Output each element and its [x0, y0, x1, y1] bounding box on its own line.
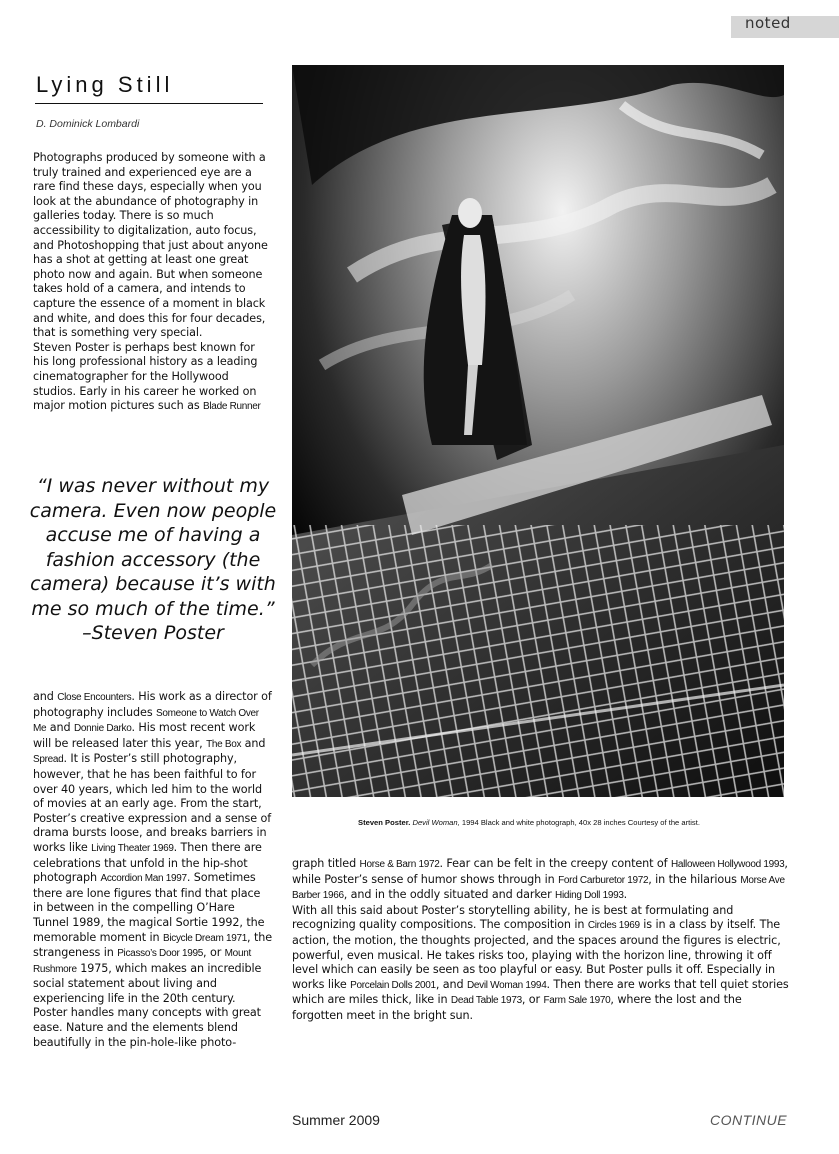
- body-text: graph titled: [292, 857, 360, 870]
- continue-link[interactable]: CONTINUE: [710, 1112, 788, 1128]
- work-title-ref: Horse & Barn 1972: [359, 859, 440, 870]
- work-title-ref: Mount Rushmore: [33, 948, 251, 975]
- body-text: and: [241, 736, 266, 750]
- work-title-ref: Close Encounters: [57, 692, 132, 703]
- devil-woman-photograph: [292, 65, 784, 797]
- body-text: , and: [435, 977, 467, 991]
- body-text: Poster handles many concepts with great ease. Nature and the elements blend beautifully in the pin-hole-like photo-: [33, 1006, 261, 1049]
- body-text: , in the hilarious: [648, 872, 741, 886]
- body-text: , where the lost and the forgotten meet in the bright sun.: [292, 993, 742, 1022]
- work-title-ref: Blade Runner: [203, 401, 261, 413]
- body-text: . Sometimes there are lone figures that find that place in between in the compelling O’Hare Tunnel 1989, the magical Sortie 1992, the memorable moment in: [33, 871, 265, 944]
- pull-quote-text: “I was never without my camera. Even now people accuse me of having a fashion accessory (the camera) because it’s with me so much of the time.”: [29, 475, 277, 620]
- article-title: Lying Still: [36, 72, 174, 97]
- work-title-ref: Morse Ave Barber 1966: [292, 874, 785, 902]
- work-title-ref: Devil Woman 1994: [466, 979, 547, 991]
- work-title-ref: Hiding Doll 1993: [555, 890, 624, 902]
- body-text: 1975, which makes an incredible social statement about living and experiencing life in the 20th century.: [33, 961, 262, 1005]
- body-text: . It is Poster’s still photography, however, that he has been faithful to for over 40 years, which led him to the world of movies at an early age. From the start, Poster’s creative expression and a sense of drama bursts loose, and breaks barriers in works like: [33, 752, 272, 854]
- body-text: is in a class by itself. The action, the motion, the thoughts projected, and the spaces around the figures is electric, powerful, even musical. He takes risks too, playing with the horizon line, throwing it off level which can easily be seen as too playful or easy. But Poster pulls it off. Especially in works like: [292, 918, 781, 991]
- body-text: .: [623, 888, 628, 902]
- column-1-bottom-text: [33, 690, 273, 1050]
- body-text: , while Poster’s sense of humor shows through in: [292, 857, 788, 886]
- body-paragraph: [292, 857, 792, 904]
- work-title-ref: Living Theater 1969: [91, 842, 174, 854]
- body-text: , or: [521, 993, 544, 1007]
- work-title-ref: Picasso’s Door 1995: [117, 948, 204, 960]
- body-text: and: [46, 721, 74, 735]
- work-title-ref: Farm Sale 1970: [543, 995, 611, 1007]
- work-title-ref: Dead Table 1973: [450, 995, 522, 1007]
- article-byline: D. Dominick Lombardi: [36, 118, 140, 130]
- work-title-ref: Ford Carburetor 1972: [558, 874, 649, 886]
- body-text: . His most recent work will be released later this year,: [33, 721, 256, 750]
- body-paragraph: [33, 341, 273, 415]
- work-title-ref: Halloween Hollywood 1993: [670, 859, 785, 870]
- body-text: . Fear can be felt in the creepy content of: [439, 857, 671, 870]
- column-2-text: [292, 857, 792, 1024]
- work-title-ref: Someone to Watch Over Me: [33, 707, 259, 735]
- body-paragraph: [33, 690, 273, 1006]
- body-text: , and in the oddly situated and darker: [343, 888, 556, 902]
- pull-quote: [28, 474, 278, 646]
- work-title-ref: Porcelain Dolls 2001: [350, 979, 436, 991]
- section-tab-label: noted: [745, 14, 791, 32]
- body-text: Photographs produced by someone with a truly trained and experienced eye are a rare find these days, especially when you look at the abundance of photography in galleries today. There is so much accessibility to digitalization, auto focus, and Photoshopping that just about anyone has a shot at getting at least one great photo now and again. But when someone takes hold of a camera, and intends to capture the essence of a moment in black and white, and does this for four decades, that is something very special.: [33, 151, 268, 340]
- work-title-ref: Donnie Darko: [73, 723, 132, 735]
- body-text: . Then there are celebrations that unfold in the hip-shot photograph: [33, 840, 262, 885]
- caption-details: 1994 Black and white photograph, 40x 28 inches Courtesy of the artist.: [461, 818, 700, 827]
- body-text: . His work as a director of photography includes: [33, 690, 272, 719]
- pull-quote-attribution: –Steven Poster: [82, 622, 224, 644]
- photograph-illustration: [292, 65, 784, 797]
- caption-work-title: Devil Woman,: [412, 818, 460, 827]
- body-text: , the strangeness in: [33, 930, 273, 960]
- body-paragraph: [33, 151, 273, 341]
- body-paragraph: [292, 904, 792, 1024]
- body-text: . Then there are works that tell quiet stories which are miles thick, like in: [292, 977, 789, 1007]
- body-text: Steven Poster is perhaps best known for his long professional history as a leading cinematographer for the Hollywood studios. Early in his career he worked on major motion pictures such as: [33, 340, 258, 413]
- photo-caption: [358, 818, 700, 827]
- work-title-ref: Bicycle Dream 1971: [162, 932, 248, 944]
- caption-artist: Steven Poster.: [358, 818, 411, 827]
- footer-issue-date: Summer 2009: [292, 1112, 380, 1128]
- body-text: and: [33, 690, 58, 703]
- title-divider: [35, 103, 263, 104]
- body-text: With all this said about Poster’s storytelling ability, he is best at formulating and recognizing quality compositions. The composition in: [292, 903, 734, 932]
- work-title-ref: The Box: [206, 738, 242, 750]
- work-title-ref: Accordion Man 1997: [100, 873, 187, 885]
- work-title-ref: Spread: [33, 754, 64, 766]
- body-text: , or: [203, 946, 225, 960]
- work-title-ref: Circles 1969: [587, 920, 640, 932]
- body-paragraph: [33, 1006, 273, 1050]
- column-1-top-text: [33, 151, 273, 415]
